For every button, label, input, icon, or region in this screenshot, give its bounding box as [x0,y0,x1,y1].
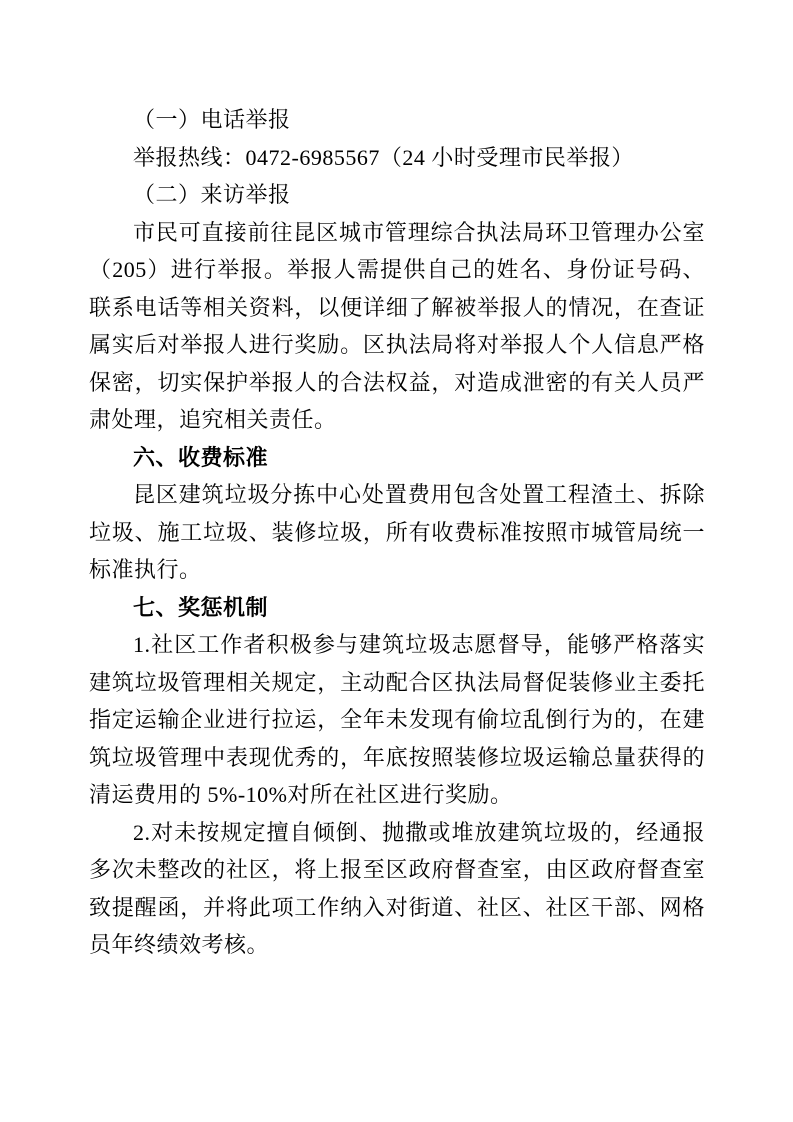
section-heading-rewards: 七、奖惩机制 [133,594,269,620]
subheading-visit-report: （二）来访举报 [133,182,291,207]
subheading-phone-report: （一）电话举报 [133,107,291,132]
document-body [89,101,705,964]
penalty-item-paragraph: 2.对未按规定擅自倾倒、抛撒或堆放建筑垃圾的，经通报多次未整改的社区，将上报至区政府督查室，由区政府督查室致提醒函，并将此项工作纳入对街道、社区、社区干部、网格员年终绩效考核。 [89,819,705,957]
section-heading-fees: 六、收费标准 [133,444,269,470]
reward-item-paragraph: 1.社区工作者积极参与建筑垃圾志愿督导，能够严格落实建筑垃圾管理相关规定，主动配合区执法局督促装修业主委托指定运输企业进行拉运，全年未发现有偷垃乱倒行为的，在建筑垃圾管理中表现优秀的，年底按照装修垃圾运输总量获得的清运费用的 5%-10%对所在社区进行奖励。 [89,632,705,807]
visit-report-paragraph: 市民可直接前往昆区城市管理综合执法局环卫管理办公室（205）进行举报。举报人需提供自己的姓名、身份证号码、联系电话等相关资料，以便详细了解被举报人的情况，在查证属实后对举报人进行奖励。区执法局将对举报人个人信息严格保密，切实保护举报人的合法权益，对造成泄密的有关人员严肃处理，追究相关责任。 [89,219,705,432]
fees-paragraph: 昆区建筑垃圾分拣中心处置费用包含处置工程渣土、拆除垃圾、施工垃圾、装修垃圾，所有收费标准按照市城管局统一标准执行。 [89,482,705,582]
hotline-paragraph: 举报热线：0472-6985567（24 小时受理市民举报） [133,144,634,170]
